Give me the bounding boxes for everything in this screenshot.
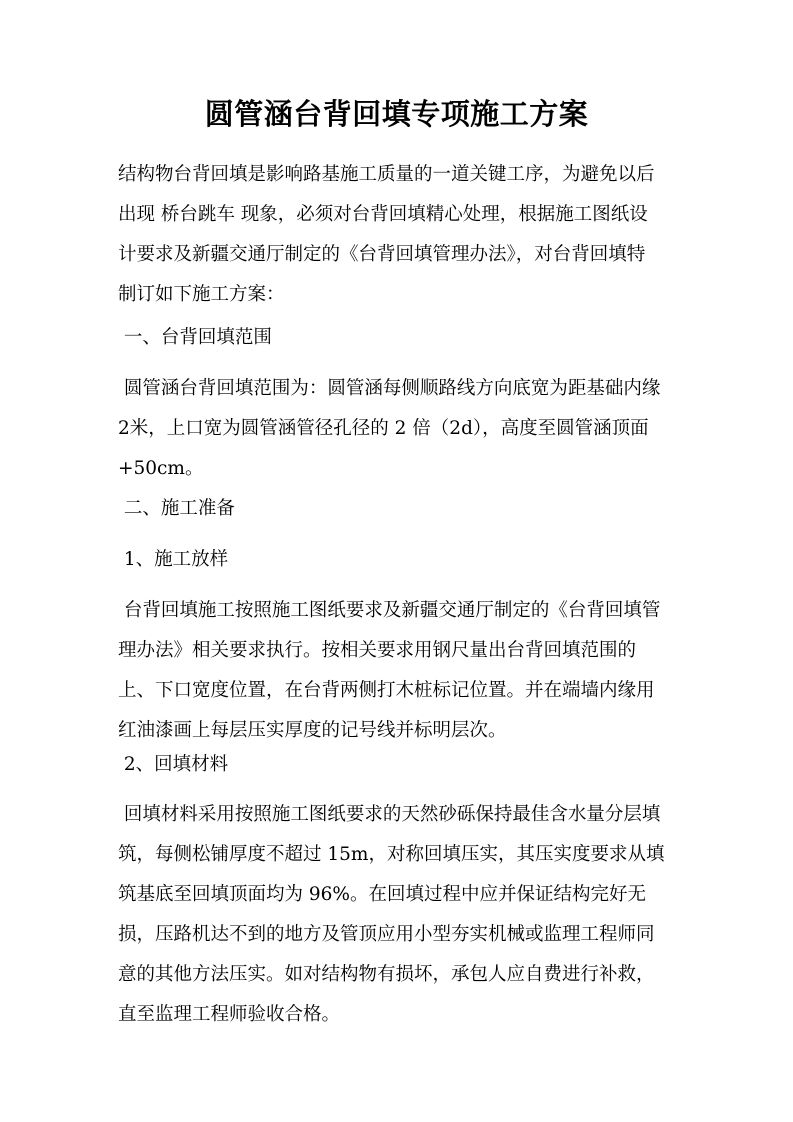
paragraph-line: 上、下口宽度位置，在台背两侧打木桩标记位置。并在端墙内缘用 xyxy=(118,680,655,701)
page-title: 圆管涵台背回填专项施工方案 xyxy=(204,97,589,131)
intro-paragraph xyxy=(118,160,684,320)
section-heading-preparation: 二、施工准备 xyxy=(118,498,235,519)
paragraph-line: 直至监理工程师验收合格。 xyxy=(118,1004,341,1025)
scope-paragraph xyxy=(118,374,684,494)
layout-paragraph xyxy=(118,596,684,756)
paragraph-line: 红油漆画上每层压实厚度的记号线并标明层次。 xyxy=(118,720,507,741)
subsection-heading-layout: 1、施工放样 xyxy=(118,549,229,570)
paragraph-line: 出现 桥台跳车 现象，必须对台背回填精心处理，根据施工图纸设 xyxy=(118,204,648,225)
paragraph-line: 圆管涵台背回填范围为：圆管涵每侧顺路线方向底宽为距基础内缘 xyxy=(118,378,661,399)
subsection-heading-material: 2、回填材料 xyxy=(118,754,229,775)
paragraph-line: 2米，上口宽为圆管涵管径孔径的 2 倍（2d），高度至圆管涵顶面 xyxy=(118,418,649,439)
paragraph-line: 台背回填施工按照施工图纸要求及新疆交通厅制定的《台背回填管 xyxy=(118,600,661,621)
material-paragraph xyxy=(118,800,684,1040)
paragraph-line: +50cm。 xyxy=(118,458,204,479)
paragraph-line: 意的其他方法压实。如对结构物有损坏，承包人应自费进行补救， xyxy=(118,964,655,985)
paragraph-line: 筑基底至回填顶面均为 96%。在回填过程中应并保证结构完好无 xyxy=(118,884,647,905)
paragraph-line: 筑，每侧松铺厚度不超过 15m，对称回填压实，其压实度要求从填 xyxy=(118,844,665,865)
paragraph-line: 理办法》相关要求执行。按相关要求用钢尺量出台背回填范围的 xyxy=(118,640,637,661)
paragraph-line: 回填材料采用按照施工图纸要求的天然砂砾保持最佳含水量分层填 xyxy=(118,804,661,825)
paragraph-line: 计要求及新疆交通厅制定的《台背回填管理办法》，对台背回填特 xyxy=(118,244,646,265)
paragraph-line: 损，压路机达不到的地方及管顶应用小型夯实机械或监理工程师同 xyxy=(118,924,655,945)
paragraph-line: 制订如下施工方案： xyxy=(118,284,285,305)
paragraph-line: 结构物台背回填是影响路基施工质量的一道关键工序，为避免以后 xyxy=(118,164,655,185)
section-heading-scope: 一、台背回填范围 xyxy=(118,327,272,348)
